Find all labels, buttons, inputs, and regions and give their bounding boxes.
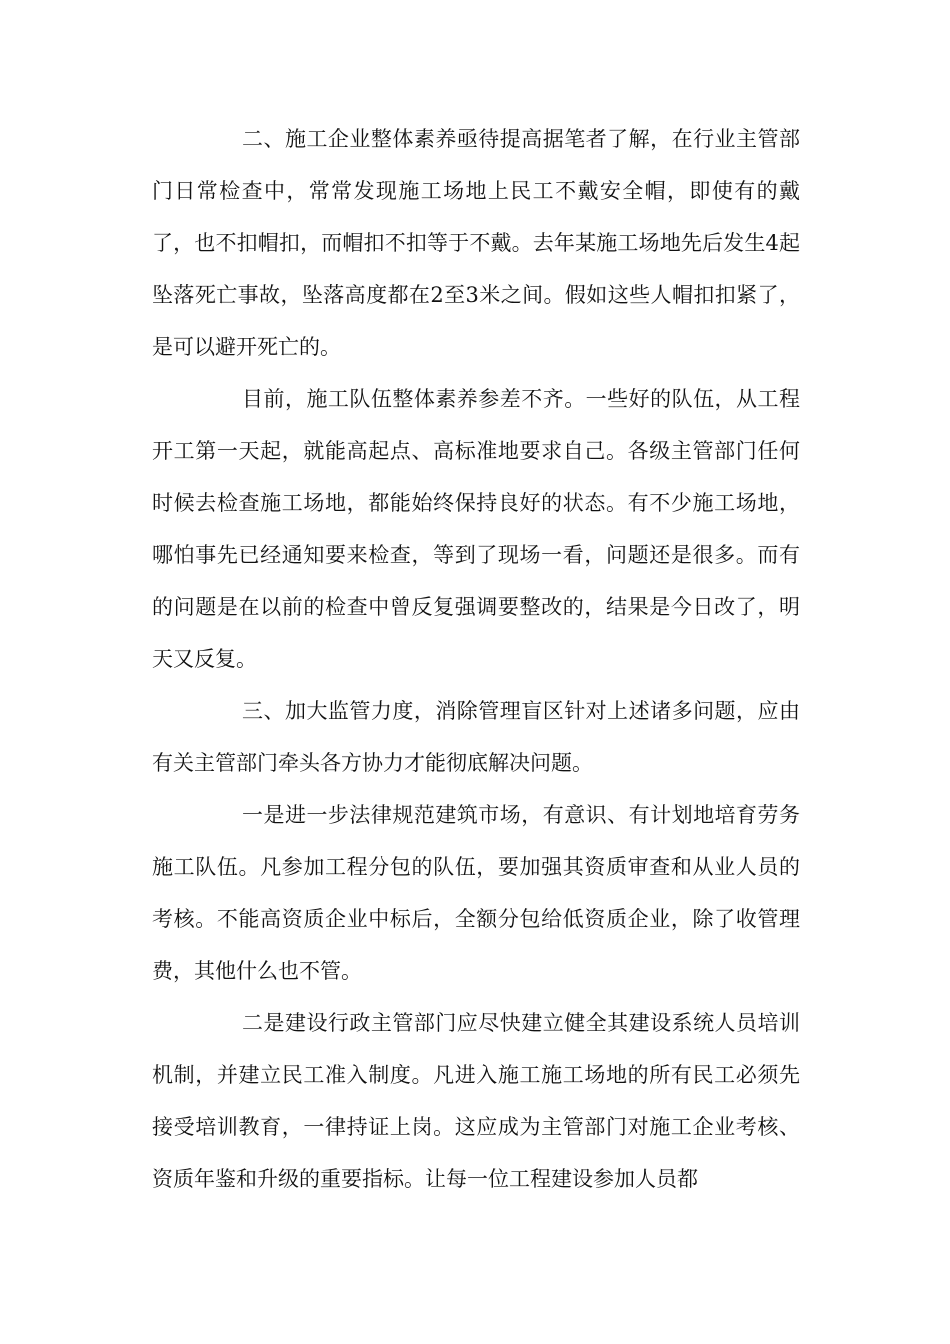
paragraph-1: 二、施工企业整体素养亟待提高据笔者了解，在行业主管部门日常检查中，常常发现施工场地上民工不戴安全帽，即使有的戴了，也不扣帽扣，而帽扣不扣等于不戴。去年某施工场地先后发生4起坠落死亡事故，坠落高度都在2至3米之间。假如这些人帽扣扣紧了，是可以避开死亡的。: [152, 127, 800, 359]
paragraph-5: 二是建设行政主管部门应尽快建立健全其建设系统人员培训机制，并建立民工准入制度。凡进入施工施工场地的所有民工必须先接受培训教育，一律持证上岗。这应成为主管部门对施工企业考核、资质年鉴和升级的重要指标。让每一位工程建设参加人员都: [152, 1011, 800, 1191]
paragraph-3: 三、加大监管力度，消除管理盲区针对上述诸多问题，应由有关主管部门牵头各方协力才能彻底解决问题。: [152, 699, 800, 775]
paragraph-4: 一是进一步法律规范建筑市场，有意识、有计划地培育劳务施工队伍。凡参加工程分包的队伍，要加强其资质审查和从业人员的考核。不能高资质企业中标后，全额分包给低资质企业，除了收管理费，其他什么也不管。: [152, 803, 800, 983]
paragraph-2: 目前，施工队伍整体素养参差不齐。一些好的队伍，从工程开工第一天起，就能高起点、高标准地要求自己。各级主管部门任何时候去检查施工场地，都能始终保持良好的状态。有不少施工场地，哪怕事先已经通知要来检查，等到了现场一看，问题还是很多。而有的问题是在以前的检查中曾反复强调要整改的，结果是今日改了，明天又反复。: [152, 387, 800, 671]
document-body: [152, 113, 800, 1205]
